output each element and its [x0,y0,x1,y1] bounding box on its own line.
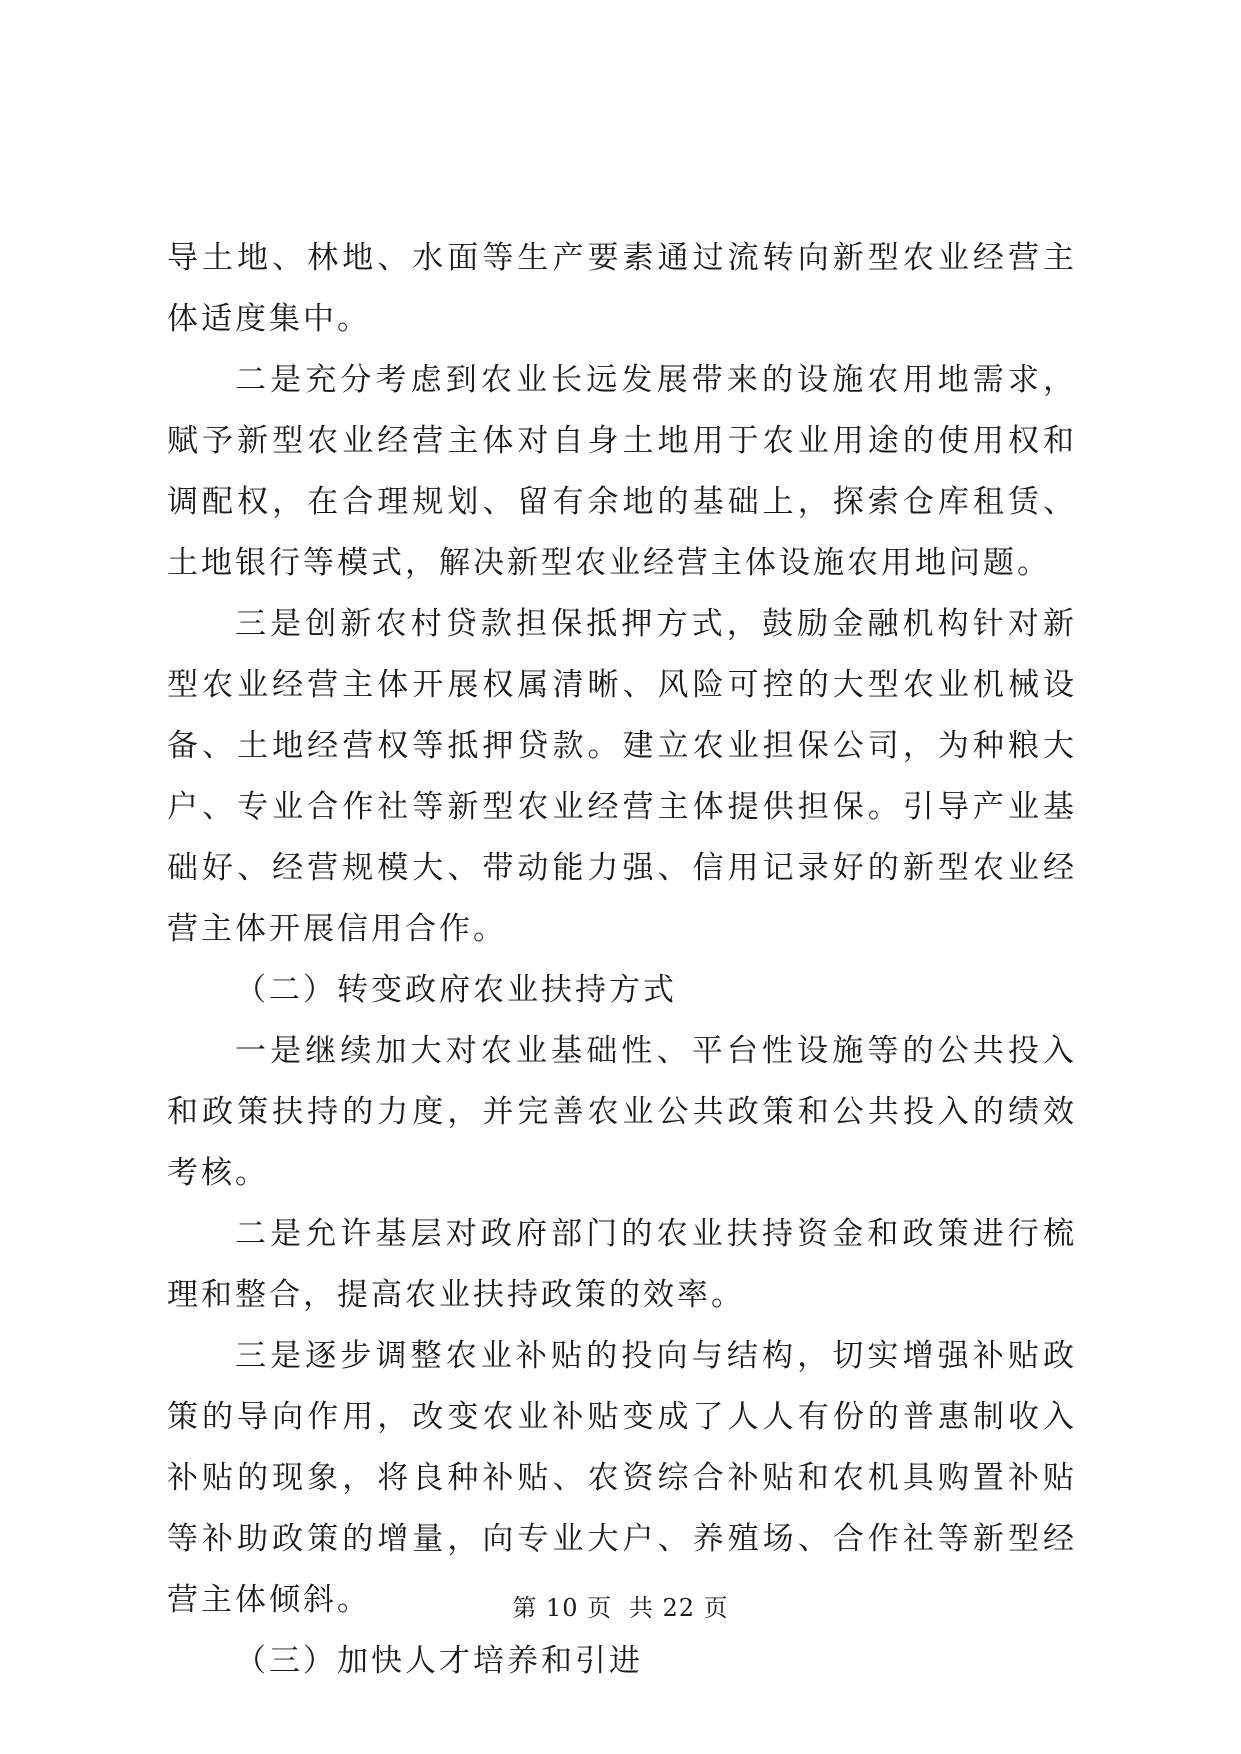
section-heading-three: （三）加快人才培养和引进 [235,1643,643,1679]
section-heading-two: （二）转变政府农业扶持方式 [235,972,677,1008]
page-total: 共 22 页 [628,1594,729,1622]
paragraph-point-three: 三是创新农村贷款担保抵押方式，鼓励金融机构针对新型农业经营主体开展权属清晰、风险可控的大型农业机械设备、土地经营权等抵押贷款。建立农业担保公司，为种粮大户、专业合作社等新型农业经营主体提供担保。引导产业基础好、经营规模大、带动能力强、信用记录好的新型农业经营主体开展信用合作。 [167,606,1077,947]
paragraph-point-three-b: 三是逐步调整农业补贴的投向与结构，切实增强补贴政策的导向作用，改变农业补贴变成了人人有份的普惠制收入补贴的现象，将良种补贴、农资综合补贴和农机具购置补贴等补助政策的增量，向专业大户、养殖场、合作社等新型经营主体倾斜。 [167,1338,1077,1618]
document-body [167,228,1077,1692]
paragraph-point-two: 二是充分考虑到农业长远发展带来的设施农用地需求，赋予新型农业经营主体对自身土地用于农业用途的使用权和调配权，在合理规划、留有余地的基础上，探索仓库租赁、土地银行等模式，解决新型农业经营主体设施农用地问题。 [167,362,1077,581]
page-footer [0,1588,1241,1623]
paragraph-point-one-b: 一是继续加大对农业基础性、平台性设施等的公共投入和政策扶持的力度，并完善农业公共政策和公共投入的绩效考核。 [167,1033,1077,1191]
paragraph-point-two-b: 二是允许基层对政府部门的农业扶持资金和政策进行梳理和整合，提高农业扶持政策的效率。 [167,1216,1077,1313]
paragraph-continuation: 导土地、林地、水面等生产要素通过流转向新型农业经营主体适度集中。 [167,240,1077,337]
page-number: 第 10 页 [512,1594,613,1622]
